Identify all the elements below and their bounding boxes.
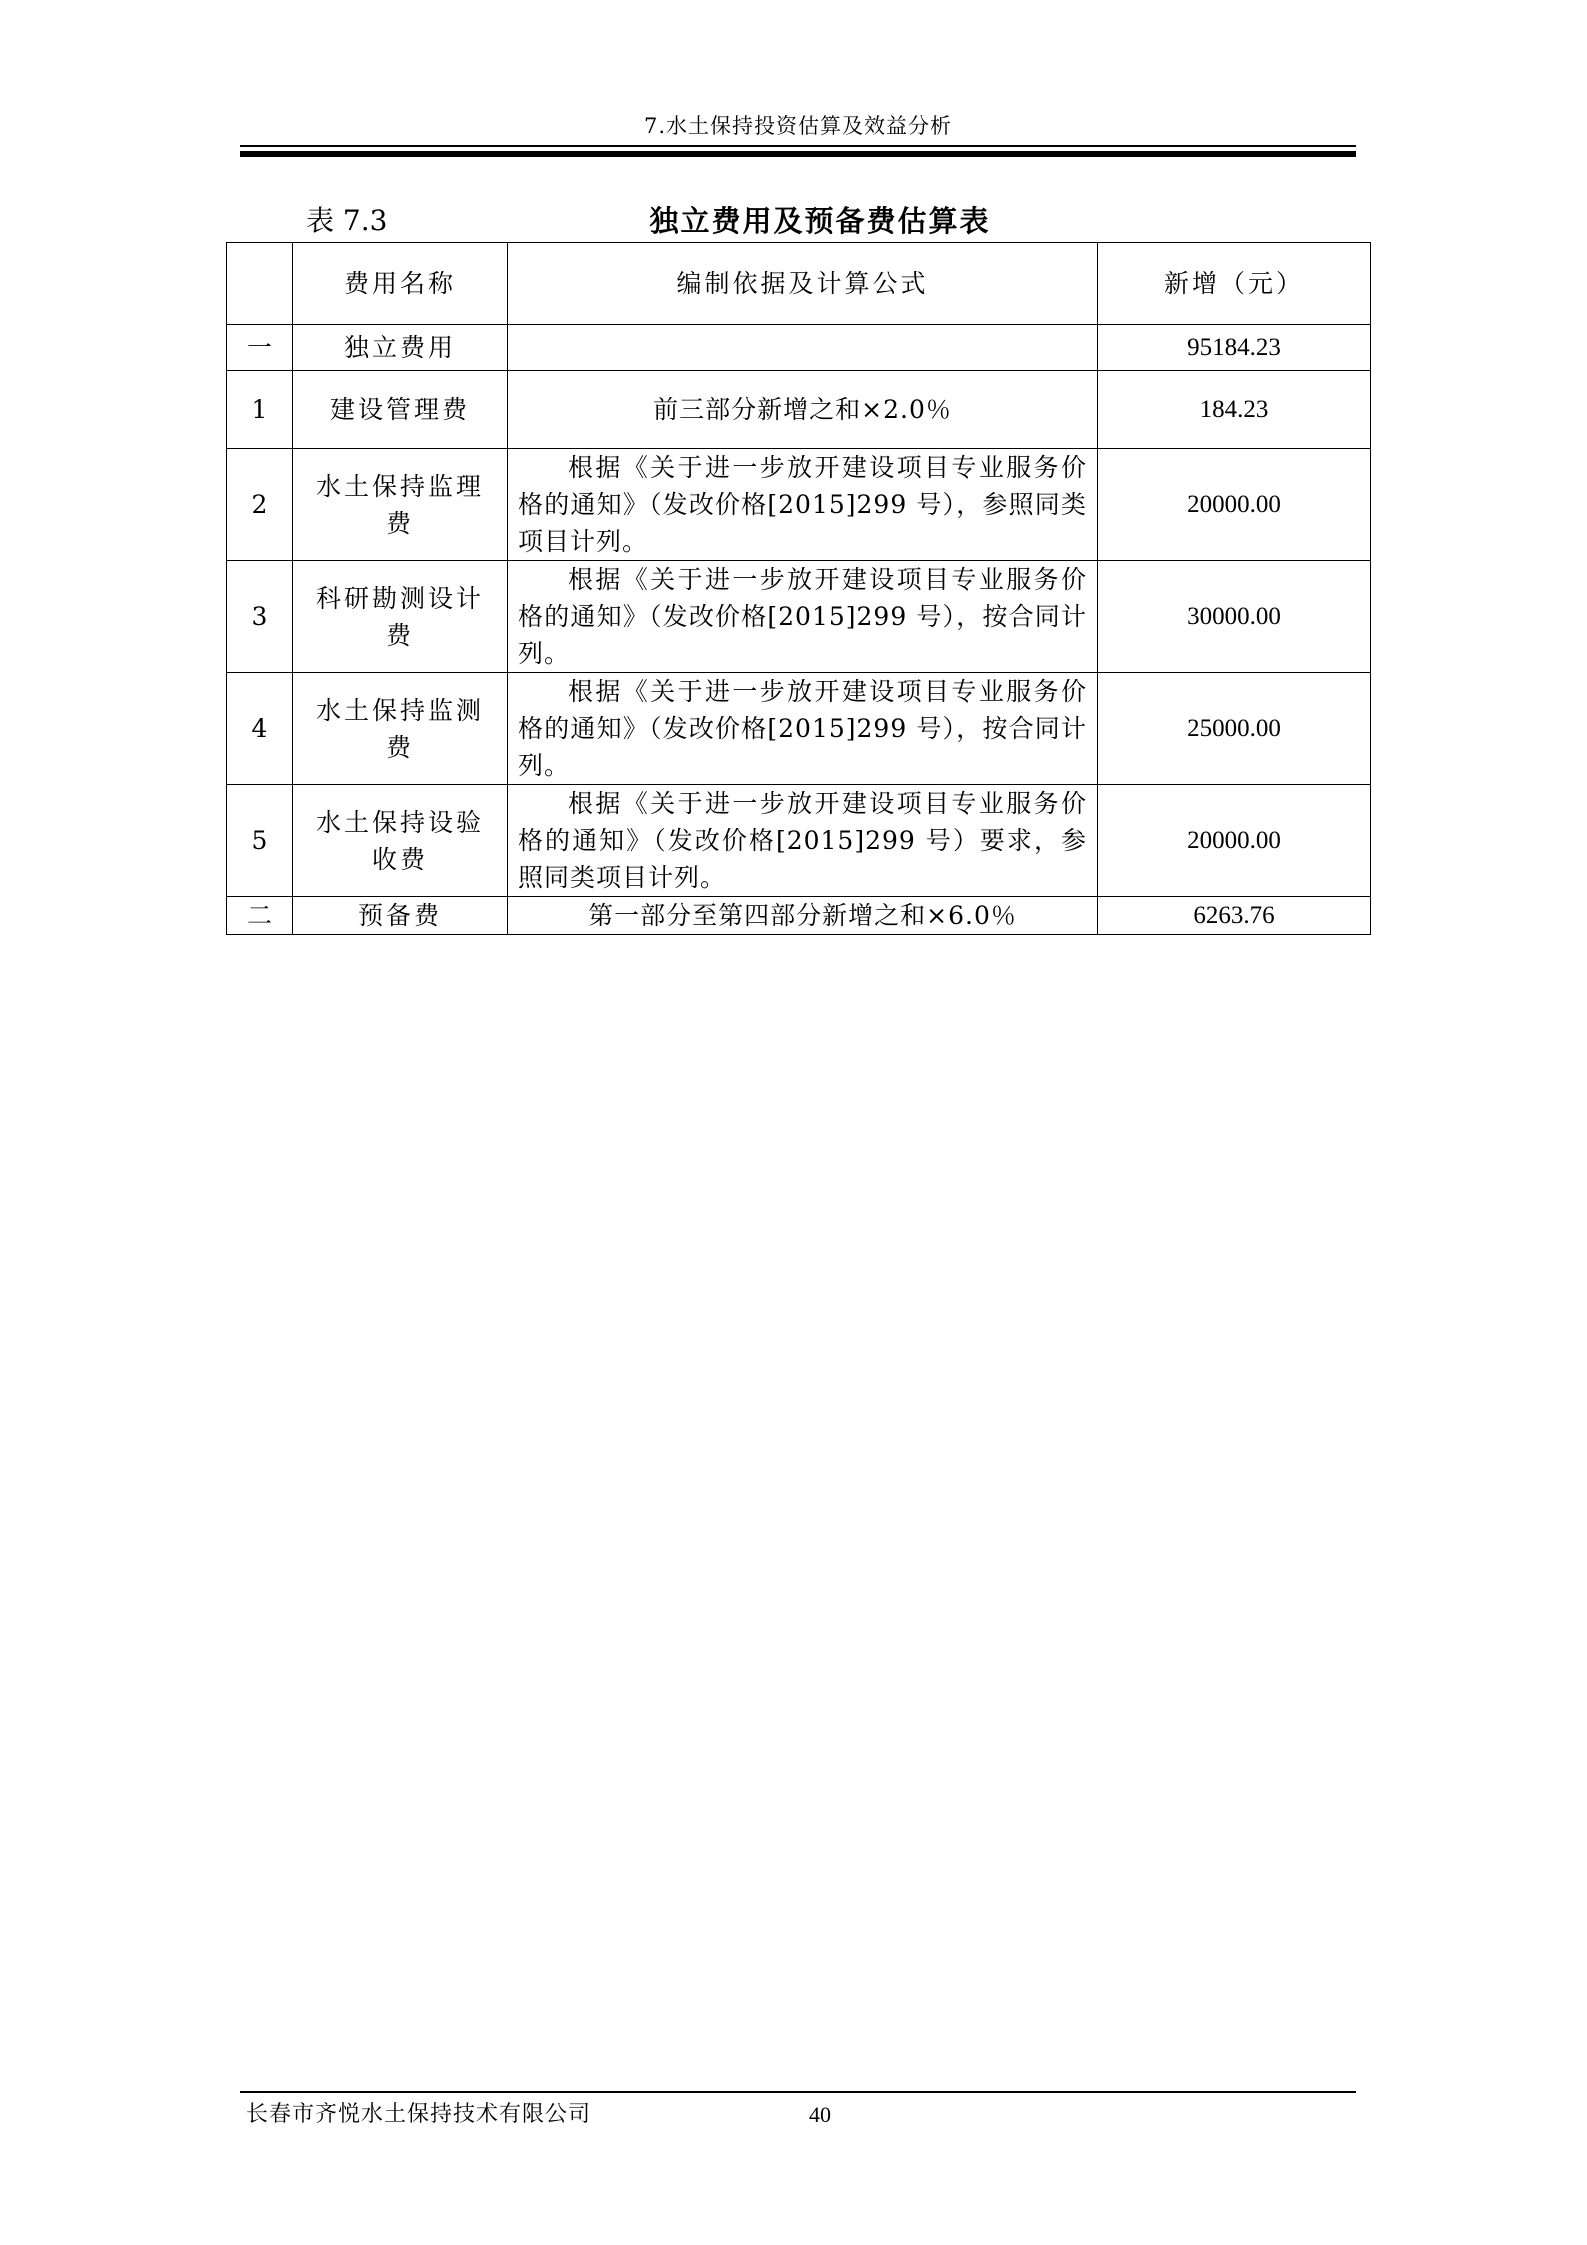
row-name: 水土保持设验收费 <box>293 785 508 897</box>
table-row <box>227 449 1371 561</box>
table-header-row <box>227 243 1371 325</box>
header-rule-thin <box>240 145 1356 147</box>
cost-estimate-table <box>226 242 1371 935</box>
row-number: 2 <box>227 449 293 561</box>
row-amount: 20000.00 <box>1098 449 1371 561</box>
column-header-name: 费用名称 <box>293 243 508 325</box>
running-header-title: 7.水土保持投资估算及效益分析 <box>643 114 953 138</box>
row-number: 一 <box>227 325 293 371</box>
table-row <box>227 785 1371 897</box>
header-rule-thick <box>240 151 1356 157</box>
row-number: 5 <box>227 785 293 897</box>
row-basis: 根据《关于进一步放开建设项目专业服务价格的通知》（发改价格[2015]299 号），参照同类项目计列。 <box>508 449 1098 561</box>
row-name: 预备费 <box>293 897 508 935</box>
row-name: 科研勘测设计费 <box>293 561 508 673</box>
row-number: 4 <box>227 673 293 785</box>
row-amount: 184.23 <box>1098 371 1371 449</box>
row-basis: 第一部分至第四部分新增之和×6.0％ <box>508 897 1098 935</box>
row-name: 水土保持监理费 <box>293 449 508 561</box>
table-title: 独立费用及预备费估算表 <box>649 204 991 238</box>
row-amount: 6263.76 <box>1098 897 1371 935</box>
row-basis <box>508 325 1098 371</box>
row-number: 3 <box>227 561 293 673</box>
column-header-no <box>227 243 293 325</box>
row-basis: 根据《关于进一步放开建设项目专业服务价格的通知》（发改价格[2015]299 号），按合同计列。 <box>508 673 1098 785</box>
table-row <box>227 673 1371 785</box>
table-row <box>227 897 1371 935</box>
table-row <box>227 561 1371 673</box>
row-name: 独立费用 <box>293 325 508 371</box>
row-name: 建设管理费 <box>293 371 508 449</box>
row-amount: 25000.00 <box>1098 673 1371 785</box>
row-number: 二 <box>227 897 293 935</box>
row-name: 水土保持监测费 <box>293 673 508 785</box>
column-header-basis: 编制依据及计算公式 <box>508 243 1098 325</box>
column-header-amount: 新增（元） <box>1098 243 1371 325</box>
table-label: 表 7.3 <box>306 204 388 237</box>
row-basis: 根据《关于进一步放开建设项目专业服务价格的通知》（发改价格[2015]299 号）要求，参照同类项目计列。 <box>508 785 1098 897</box>
row-amount: 20000.00 <box>1098 785 1371 897</box>
row-amount: 30000.00 <box>1098 561 1371 673</box>
table-row <box>227 371 1371 449</box>
row-basis: 前三部分新增之和×2.0％ <box>508 371 1098 449</box>
row-basis: 根据《关于进一步放开建设项目专业服务价格的通知》（发改价格[2015]299 号），按合同计列。 <box>508 561 1098 673</box>
row-amount: 95184.23 <box>1098 325 1371 371</box>
row-number: 1 <box>227 371 293 449</box>
page-number: 40 <box>809 2102 831 2127</box>
footer-company-name: 长春市齐悦水土保持技术有限公司 <box>246 2102 592 2127</box>
footer-rule <box>240 2091 1356 2093</box>
table-row <box>227 325 1371 371</box>
